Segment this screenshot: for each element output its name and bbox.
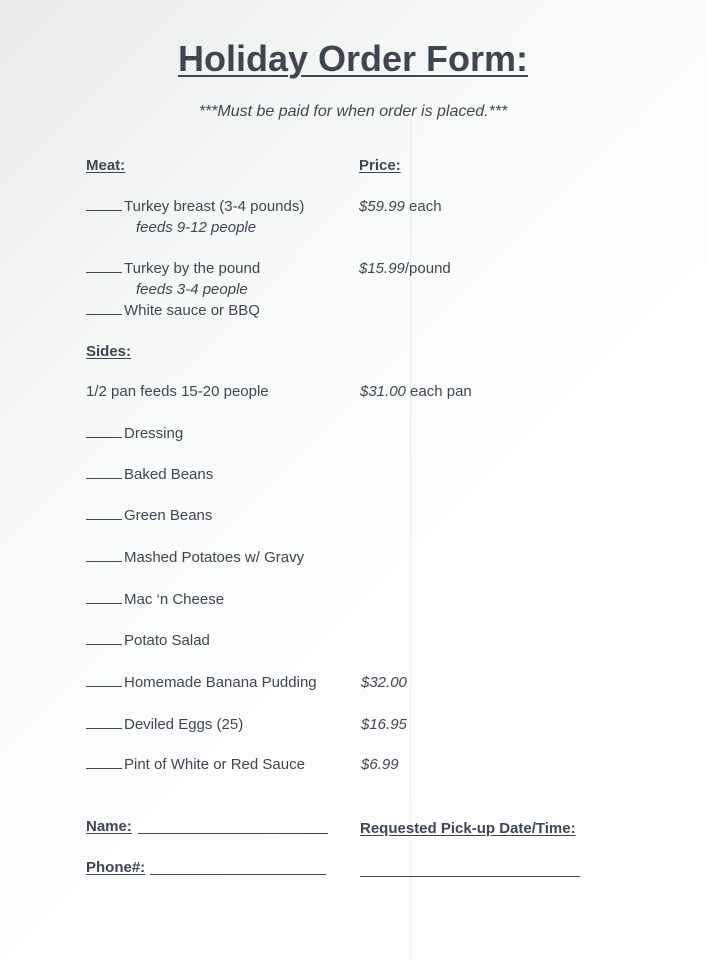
quantity-blank[interactable]	[86, 519, 122, 520]
extra-item-price-amount: $6.99	[361, 756, 399, 773]
turkey-breast-label: Turkey breast (3-4 pounds)	[124, 198, 305, 215]
side-item-label: Mac ‘n Cheese	[124, 591, 225, 608]
name-label: Name:	[86, 818, 132, 835]
turkey-breast-price-amount: $59.99	[359, 198, 405, 215]
sauce-choice-item	[86, 302, 260, 319]
extra-item	[86, 674, 317, 691]
payment-notice: ***Must be paid for when order is placed.***	[198, 103, 508, 120]
pan-price-unit: each pan	[405, 383, 472, 400]
phone-field[interactable]	[150, 874, 326, 875]
turkey-breast-price-unit: each	[404, 198, 442, 215]
pan-info: 1/2 pan feeds 15-20 people	[86, 383, 269, 400]
turkey-pound-label: Turkey by the pound	[124, 260, 261, 277]
pan-price	[360, 383, 472, 400]
extra-item-price	[361, 674, 407, 691]
turkey-pound-note: feeds 3-4 people	[136, 281, 248, 298]
extra-item-price	[361, 716, 407, 733]
extra-item-price-amount: $32.00	[361, 674, 407, 691]
extra-item-price	[361, 756, 399, 773]
extra-item-label: Deviled Eggs (25)	[124, 716, 244, 733]
quantity-blank[interactable]	[86, 272, 122, 273]
side-item-label: Baked Beans	[124, 466, 214, 483]
side-item	[86, 425, 183, 442]
quantity-blank[interactable]	[86, 561, 122, 562]
quantity-blank[interactable]	[86, 314, 122, 315]
quantity-blank[interactable]	[86, 686, 122, 687]
phone-label: Phone#:	[86, 859, 146, 876]
pickup-field[interactable]	[360, 876, 580, 877]
side-item	[86, 507, 212, 524]
turkey-breast-price	[359, 198, 442, 215]
extra-item-label: Pint of White or Red Sauce	[124, 756, 305, 773]
quantity-blank[interactable]	[86, 478, 122, 479]
side-item-label: Mashed Potatoes w/ Gravy	[124, 549, 305, 566]
extra-item	[86, 716, 243, 733]
form-title: Holiday Order Form:	[177, 38, 529, 79]
side-item	[86, 466, 213, 483]
side-item	[86, 591, 224, 608]
price-heading: Price:	[359, 157, 401, 174]
quantity-blank[interactable]	[86, 603, 122, 604]
extra-item-price-amount: $16.95	[361, 716, 407, 733]
pan-price-amount: $31.00	[360, 383, 406, 400]
quantity-blank[interactable]	[86, 437, 122, 438]
turkey-pound-price	[359, 260, 451, 277]
extra-item	[86, 756, 305, 773]
side-item-label: Potato Salad	[124, 632, 210, 649]
turkey-pound-price-unit: /pound	[404, 260, 451, 277]
extra-item-label: Homemade Banana Pudding	[124, 674, 317, 691]
quantity-blank[interactable]	[86, 768, 122, 769]
pickup-label: Requested Pick-up Date/Time:	[360, 820, 576, 837]
turkey-pound-item	[86, 260, 260, 277]
quantity-blank[interactable]	[86, 210, 122, 211]
turkey-breast-item	[86, 198, 304, 215]
side-item	[86, 549, 304, 566]
quantity-blank[interactable]	[86, 644, 122, 645]
name-field[interactable]	[138, 833, 328, 834]
side-item	[86, 632, 210, 649]
sauce-choice-label: White sauce or BBQ	[124, 302, 260, 319]
quantity-blank[interactable]	[86, 728, 122, 729]
turkey-breast-note: feeds 9-12 people	[136, 219, 257, 236]
side-item-label: Green Beans	[124, 507, 213, 524]
turkey-pound-price-amount: $15.99	[359, 260, 405, 277]
side-item-label: Dressing	[124, 425, 184, 442]
meat-heading: Meat:	[86, 157, 126, 174]
sides-heading: Sides:	[86, 343, 132, 360]
